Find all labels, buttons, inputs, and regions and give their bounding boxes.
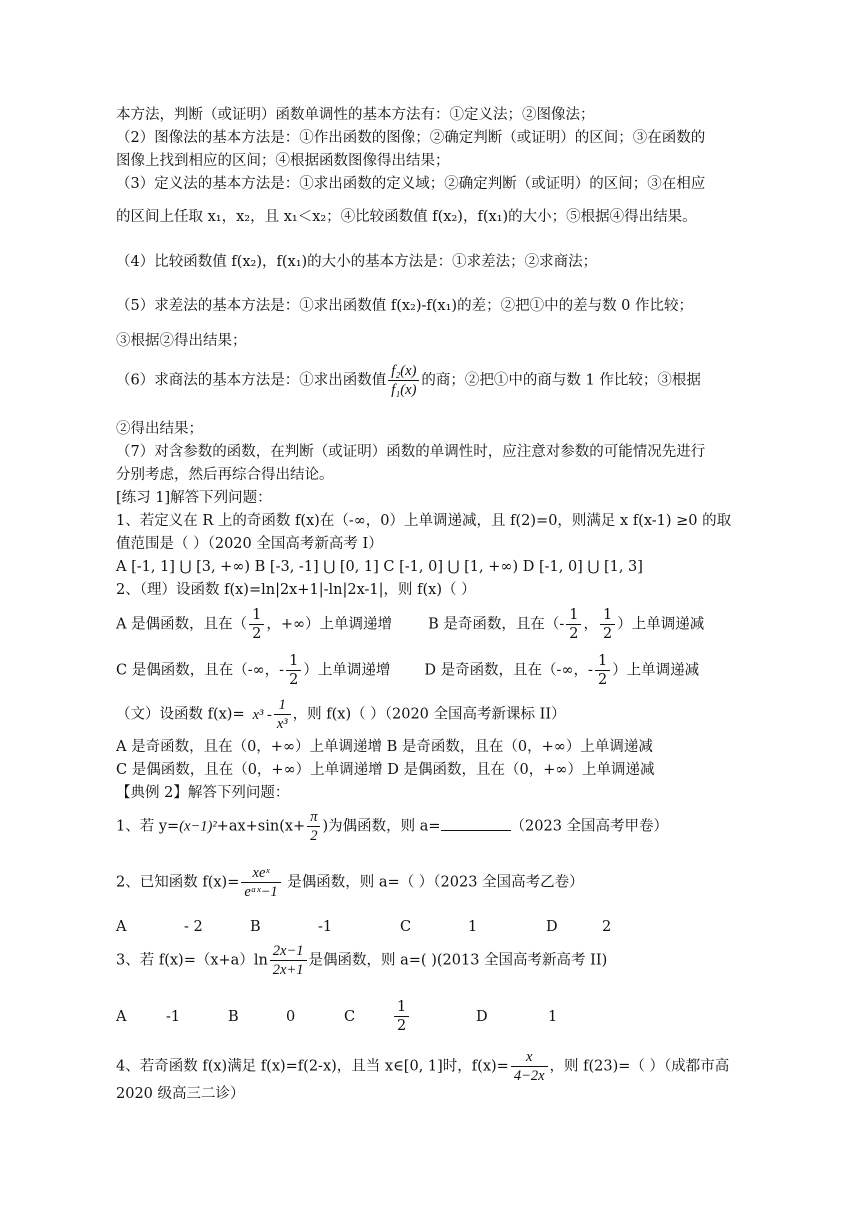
frac-num: 1 xyxy=(286,652,301,671)
text-line: （2）图像法的基本方法是：①作出函数的图像；②确定判断（或证明）的区间；③在函数的 xyxy=(116,130,706,146)
option-label: A xyxy=(116,1009,127,1025)
text-line: A 是奇函数，且在（0，+∞）上单调递增 B 是奇函数，且在（0，+∞）上单调递减 xyxy=(116,739,653,755)
frac-den: eᵃˣ−1 xyxy=(244,884,278,900)
e3-after: 是偶函数，则 a=( )(2013 全国高考新高考 II) xyxy=(308,952,608,969)
frac-den: 2 xyxy=(597,672,608,688)
opt-d: D 是奇函数，且在（-∞，- xyxy=(424,662,593,679)
opt-a-after: ，+∞）上单调递增 xyxy=(266,616,393,633)
text-line: 2、（理）设函数 f(x)=ln|2x+1|-ln|2x-1|，则 f(x)（ ） xyxy=(116,582,476,598)
frac-num: 1 xyxy=(595,652,610,671)
e1-expr: (x−1)² xyxy=(179,818,217,835)
option-label: B xyxy=(228,1009,239,1025)
q2wen-after: ，则 f(x)（ ）（2020 全国高考新课标 II） xyxy=(292,706,566,723)
frac-num: 1 xyxy=(566,606,581,625)
frac-den: 2 xyxy=(397,1018,407,1034)
text-line: 值范围是（ ）（2020 全国高考新高考 I） xyxy=(116,536,383,552)
opt-d-after: ）上单调递减 xyxy=(612,662,700,679)
frac-num: 1 xyxy=(394,998,409,1017)
frac-den: 2 xyxy=(289,672,299,688)
e1-before: 1、若 y= xyxy=(116,818,180,835)
q2wen-line xyxy=(116,696,566,733)
text-line: C 是偶函数，且在（0，+∞）上单调递增 D 是偶函数，且在（0，+∞）上单调递减 xyxy=(116,762,655,778)
e3-line xyxy=(116,942,607,979)
q6-den: f₁(x) xyxy=(391,382,417,398)
text-line: 本方法，判断（或证明）函数单调性的基本方法有：①定义法；②图像法； xyxy=(116,107,595,123)
text-line: 图像上找到相应的区间；④根据函数图像得出结果； xyxy=(116,153,450,169)
option-value: 2 xyxy=(602,919,612,935)
text-line: 2020 级高三二诊） xyxy=(116,1086,245,1102)
frac-den: 2 xyxy=(602,626,613,642)
frac-num: 1 xyxy=(600,606,615,625)
frac-num: 1 xyxy=(249,606,264,625)
text-line: （7）对含参数的函数，在判断（或证明）函数的单调性时，应注意对参数的可能情况先进行 xyxy=(116,444,706,460)
option-value: 0 xyxy=(286,1009,296,1025)
e1-fraction xyxy=(307,808,320,845)
option-label: D xyxy=(546,919,558,935)
e4-fraction xyxy=(511,1048,548,1085)
text-line: 1、若定义在 R 上的奇函数 f(x)在（-∞，0）上单调递减，且 f(2)=0，则满足 x f(x-1) ≥0 的取 xyxy=(116,513,732,529)
comma: ， xyxy=(583,616,598,633)
e4-before: 4、若奇函数 f(x)满足 f(x)=f(2-x)，且当 x∈[0, 1]时，f(x)= xyxy=(116,1058,509,1075)
text-line: 【典例 2】解答下列问题： xyxy=(116,785,290,801)
e2-before: 2、已知函数 f(x)= xyxy=(116,874,240,891)
frac-half xyxy=(286,652,301,689)
e2-options xyxy=(116,917,611,937)
e1-mid: +ax+sin(x+ xyxy=(216,818,306,835)
frac-den: 2 xyxy=(569,626,579,642)
frac-num: π xyxy=(307,808,320,827)
q6-before: （6）求商法的基本方法是：①求出函数值 xyxy=(116,372,387,389)
text-line: （3）定义法的基本方法是：①求出函数的定义域；②确定判断（或证明）的区间；③在相应 xyxy=(116,176,706,192)
text-line: 的区间上任取 x₁，x₂，且 x₁＜x₂；④比较函数值 f(x₂)，f(x₁)的大小；⑤根据④得出结果。 xyxy=(116,209,697,225)
frac-half xyxy=(600,606,615,643)
opt-c-after: ）上单调递增 xyxy=(303,662,391,679)
e3-option-c-fraction xyxy=(394,998,476,1036)
text-line: [练习 1]解答下列问题： xyxy=(116,490,272,506)
e1-tail: （2023 全国高考甲卷） xyxy=(510,818,669,835)
frac-num: 2x−1 xyxy=(270,942,307,961)
e4-after: ，则 f(23)=（ ）（成都市高 xyxy=(549,1058,730,1075)
e2-after: 是偶函数，则 a=（ ）（2023 全国高考乙卷） xyxy=(282,874,584,891)
q6-num: f₂(x) xyxy=(388,362,419,381)
option-value: -1 xyxy=(166,1009,181,1025)
frac-num: xeˣ xyxy=(241,864,280,883)
frac-den: x³ xyxy=(276,716,288,732)
q2li-ab-line xyxy=(116,606,704,643)
q2li-cd-line xyxy=(116,652,699,689)
option-label: A xyxy=(116,919,127,935)
e1-line xyxy=(116,808,668,845)
text-line: A [-1, 1] ⋃ [3, +∞) B [-3, -1] ⋃ [0, 1] C [-1, 0] ⋃ [1, +∞) D [-1, 0] ⋃ [1, 3] xyxy=(116,559,643,575)
option-label: B xyxy=(250,919,261,935)
frac-den: 2 xyxy=(310,828,318,844)
e2-fraction xyxy=(241,864,280,901)
frac-half xyxy=(595,652,610,689)
q2wen-fraction xyxy=(274,696,291,733)
frac-half xyxy=(566,606,581,643)
frac-den: 2 xyxy=(252,626,262,642)
e1-after: )为偶函数，则 a= xyxy=(322,818,441,835)
opt-b-after: ）上单调递减 xyxy=(617,616,705,633)
q2wen-x3: x³ - xyxy=(252,706,272,723)
opt-b: B 是奇函数，且在（- xyxy=(428,616,565,633)
frac-num: 1 xyxy=(274,696,291,715)
option-value: 1 xyxy=(548,1009,558,1025)
e3-before: 3、若 f(x)=（x+a）ln xyxy=(116,952,268,969)
option-label: C xyxy=(344,1009,356,1025)
e3-fraction xyxy=(270,942,307,979)
text-line: ③根据②得出结果； xyxy=(116,333,247,349)
text-line: （4）比较函数值 f(x₂)，f(x₁)的大小的基本方法是：①求差法；②求商法； xyxy=(116,254,598,270)
text-line: （5）求差法的基本方法是：①求出函数值 f(x₂)-f(x₁)的差；②把①中的差与数 0 作比较； xyxy=(116,298,694,314)
option-value: -1 xyxy=(318,919,333,935)
option-value: - 2 xyxy=(184,919,203,935)
answer-blank xyxy=(441,830,511,831)
option-value: 1 xyxy=(468,919,478,935)
frac-den: 4−2x xyxy=(513,1068,545,1084)
opt-a: A 是偶函数，且在（ xyxy=(116,616,248,633)
q6-fraction xyxy=(388,362,419,399)
frac-half xyxy=(249,606,264,643)
text-line: 分别考虑，然后再综合得出结论。 xyxy=(116,467,334,483)
q6-after: 的商；②把①中的商与数 1 作比较；③根据 xyxy=(421,372,701,389)
text-line: ②得出结果； xyxy=(116,421,203,437)
frac-num: x xyxy=(511,1048,548,1067)
opt-c: C 是偶函数，且在（-∞，- xyxy=(116,662,285,679)
q6-line xyxy=(116,362,701,399)
frac-den: 2x+1 xyxy=(272,962,304,978)
e4-line xyxy=(116,1048,729,1085)
option-label: C xyxy=(400,919,412,935)
e2-line xyxy=(116,864,584,901)
q2wen-before: （文）设函数 f(x)= xyxy=(116,706,245,723)
e3-options xyxy=(116,998,557,1036)
option-label: D xyxy=(476,1009,488,1025)
